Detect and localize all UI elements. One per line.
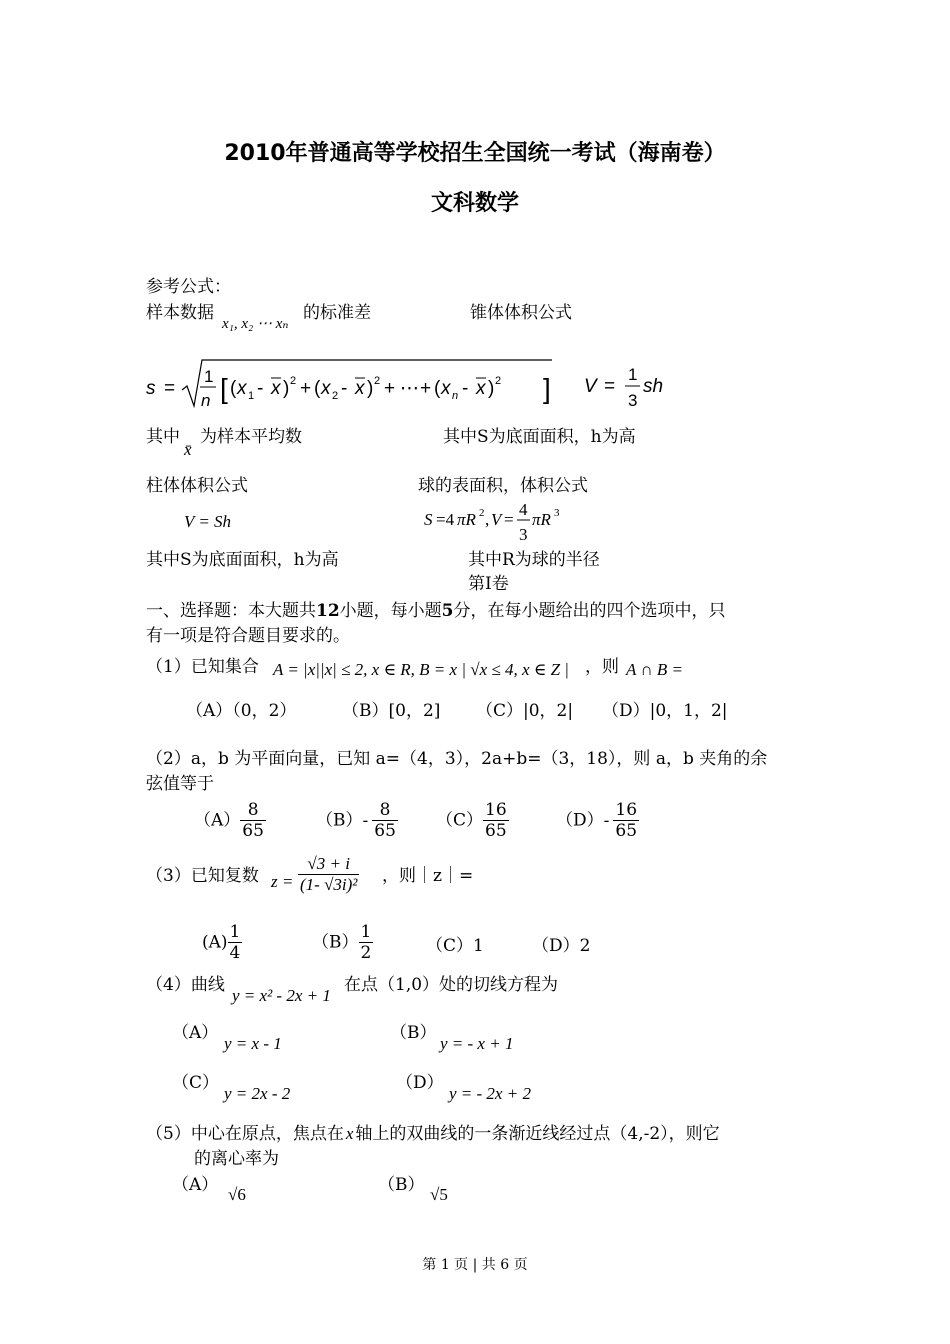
- svg-text:x: x: [476, 378, 486, 399]
- page-subtitle: 文科数学: [430, 191, 519, 216]
- svg-text:[: [: [220, 373, 228, 404]
- svg-text:(: (: [434, 378, 441, 399]
- mean-note-var: x̄: [184, 440, 192, 459]
- cylinder-note: 其中S为底面面积，h为高: [146, 550, 339, 570]
- svg-text:1: 1: [628, 365, 638, 384]
- q5-line2: 的离心率为: [194, 1149, 279, 1169]
- svg-text:x: x: [321, 378, 331, 399]
- q4-option-d-label: （D）: [396, 1073, 444, 1093]
- svg-text:): ): [367, 378, 374, 399]
- cylinder-label: 柱体体积公式: [146, 476, 248, 496]
- svg-text:x: x: [355, 378, 365, 399]
- svg-text:x: x: [237, 378, 247, 399]
- svg-text:,: ,: [485, 510, 490, 529]
- q4-tail: 在点（1,0）处的切线方程为: [344, 975, 559, 995]
- svg-text:2: 2: [290, 375, 297, 387]
- svg-text:S: S: [424, 510, 433, 529]
- svg-text:): ): [488, 378, 495, 399]
- q4-option-b-label: （B）: [390, 1023, 437, 1043]
- svg-text:4: 4: [519, 500, 528, 519]
- cone-note: 其中S为底面面积，h为高: [443, 427, 636, 447]
- svg-text:]: ]: [543, 373, 551, 404]
- q3-z: z =: [271, 872, 294, 891]
- q2-option-d: （D）- $\frac{16}{65}$: [556, 800, 638, 841]
- svg-text:=: =: [504, 510, 514, 529]
- q1-option-a: （A）（0，2）: [186, 701, 297, 721]
- q4-option-b: y = - x + 1: [440, 1034, 514, 1053]
- svg-text:V: V: [584, 376, 597, 397]
- q2-line2: 弦值等于: [146, 774, 214, 794]
- svg-text:1: 1: [248, 390, 255, 402]
- svg-text:3: 3: [554, 507, 560, 519]
- svg-text:3: 3: [519, 525, 528, 544]
- q1-then: ，则: [585, 657, 619, 677]
- sphere-note: 其中R为球的半径: [468, 550, 600, 570]
- svg-text:πR: πR: [457, 510, 476, 529]
- svg-text:n: n: [201, 391, 211, 410]
- q2-option-a: （A） $\frac{8}{65}$: [194, 800, 264, 841]
- q5-option-b: √5: [430, 1185, 448, 1204]
- svg-text:2: 2: [495, 375, 502, 387]
- q4-stem: （4）曲线: [146, 975, 225, 995]
- q1-option-d: （D）|0，1，2|: [602, 701, 728, 721]
- q1-option-c: （C）|0，2|: [476, 701, 574, 721]
- q3-stem: （3）已知复数: [146, 866, 259, 886]
- svg-text:x: x: [441, 378, 451, 399]
- q4-option-c-label: （C）: [172, 1073, 220, 1093]
- cylinder-formula: V = Sh: [184, 512, 232, 531]
- mean-note-post: 为样本平均数: [200, 427, 302, 447]
- q5-option-b-label: （B）: [378, 1175, 425, 1195]
- svg-text:-: -: [257, 378, 264, 399]
- svg-text:-: -: [341, 378, 348, 399]
- q4-option-c: y = 2x - 2: [224, 1084, 291, 1103]
- q1-stem: （1）已知集合: [146, 657, 259, 677]
- q5-line1: （5）中心在原点，焦点在 x 轴上的双曲线的一条渐近线经过点（4,-2），则它: [146, 1124, 720, 1144]
- svg-text:(: (: [230, 378, 237, 399]
- q5-option-a: √6: [228, 1185, 246, 1204]
- svg-text:-: -: [462, 378, 469, 399]
- svg-text:x: x: [271, 378, 281, 399]
- svg-text:=4: =4: [436, 510, 455, 529]
- section-intro-line1: 一、选择题：本大题共12小题，每小题5分，在每小题给出的四个选项中，只: [146, 601, 726, 621]
- formulas-heading: 参考公式：: [146, 277, 231, 297]
- svg-text:3: 3: [628, 391, 638, 410]
- sphere-formula: [424, 500, 594, 554]
- svg-text:+: +: [420, 378, 432, 399]
- q3-option-b: （B） $\frac{1}{2}$: [312, 922, 372, 963]
- svg-text:): ): [283, 378, 290, 399]
- q3-option-a: (A) $\frac{1}{4}$: [202, 922, 241, 963]
- cone-label: 锥体体积公式: [470, 303, 572, 323]
- q3-option-c: （C）1: [426, 936, 484, 956]
- q1-ask: A ∩ B =: [626, 660, 683, 679]
- svg-text:s: s: [146, 378, 156, 399]
- svg-text:V: V: [491, 510, 502, 529]
- std-vars: x₁, x₂ ⋯ xₙ: [222, 316, 289, 332]
- q1-option-b: （B）[0，2]: [342, 701, 441, 721]
- svg-text:2: 2: [479, 507, 485, 519]
- svg-text:sh: sh: [643, 376, 664, 397]
- q5-option-a-label: （A）: [172, 1175, 219, 1195]
- std-suffix: 的标准差: [303, 303, 371, 323]
- q4-option-d: y = - 2x + 2: [449, 1084, 531, 1103]
- svg-text:πR: πR: [532, 510, 551, 529]
- q2-option-c: （C） $\frac{16}{65}$: [436, 800, 507, 841]
- svg-text:2: 2: [332, 390, 339, 402]
- std-formula: [144, 356, 564, 420]
- page-title: 2010年普通高等学校招生全国统一考试（海南卷）: [224, 141, 726, 166]
- sphere-label: 球的表面积，体积公式: [418, 476, 588, 496]
- svg-text:=: =: [164, 378, 176, 399]
- q3-fraction: $\frac{√3 + i}{\text{(1- √3i)²}}$: [300, 854, 358, 894]
- q3-ask: ，则｜z｜=: [382, 866, 474, 886]
- cone-formula: [582, 360, 682, 418]
- svg-text:1: 1: [204, 367, 214, 386]
- svg-text:+: +: [384, 378, 396, 399]
- q2-option-b: （B）- $\frac{8}{65}$: [316, 800, 396, 841]
- q4-curve: y = x² - 2x + 1: [232, 986, 331, 1005]
- q1-set: A = |x||x| ≤ 2, x ∈ R, B = x | √x ≤ 4, x ∈ Z |: [273, 660, 569, 679]
- svg-text:=: =: [604, 376, 616, 397]
- svg-text:⋯: ⋯: [400, 378, 419, 399]
- svg-text:2: 2: [374, 375, 381, 387]
- mean-note-pre: 其中: [146, 427, 180, 447]
- q2-line1: （2）a，b 为平面向量，已知 a=（4，3），2a+b=（3，18），则 a，b 夹角的余: [146, 749, 768, 769]
- section-intro-line2: 有一项是符合题目要求的。: [146, 626, 350, 646]
- svg-text:+: +: [300, 378, 312, 399]
- svg-text:(: (: [314, 378, 321, 399]
- svg-text:n: n: [452, 390, 459, 402]
- page-footer: 第 1 页 | 共 6 页: [422, 1257, 528, 1273]
- q4-option-a-label: （A）: [172, 1023, 219, 1043]
- q3-option-d: （D）2: [532, 936, 591, 956]
- std-label: 样本数据: [146, 303, 214, 323]
- q4-option-a: y = x - 1: [224, 1034, 282, 1053]
- volume-heading: 第Ⅰ卷: [468, 574, 509, 594]
